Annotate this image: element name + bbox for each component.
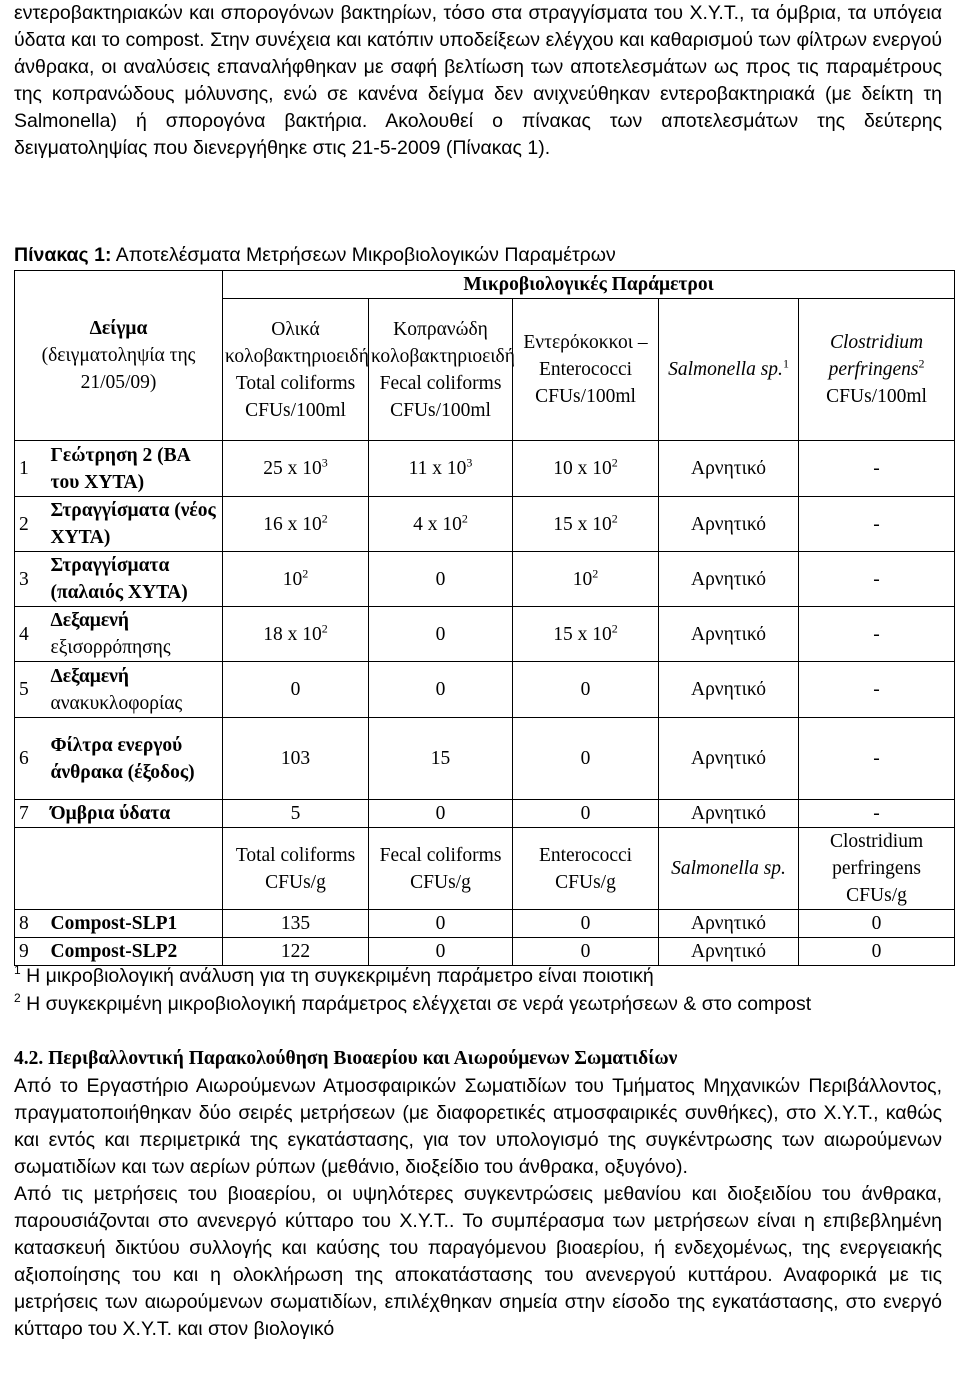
cell-enterococci: 0	[513, 662, 659, 718]
compost-header-row	[15, 828, 955, 910]
compost-col-fecal-coliforms: Fecal coliforms CFUs/g	[369, 828, 513, 910]
cell-clostridium: -	[799, 662, 955, 718]
cell-total-coliforms: 25 x $10^3$	[223, 441, 369, 497]
group-header: Μικροβιολογικές Παράμετροι	[223, 271, 955, 299]
cell-total-coliforms: 16 x $10^2$	[223, 497, 369, 552]
cell-salmonella: Αρνητικό	[659, 441, 799, 497]
cell-enterococci: 15 x $10^2$	[513, 607, 659, 662]
header-group-row	[15, 271, 955, 299]
cell-total-coliforms: 0	[223, 662, 369, 718]
footnote: $^1$ Η μικροβιολογική ανάλυση για τη συγκεκριμένη παράμετρο είναι ποιοτική	[14, 963, 654, 987]
cell-clostridium: 0	[799, 938, 955, 966]
cell-clostridium: -	[799, 441, 955, 497]
cell-salmonella: Αρνητικό	[659, 718, 799, 800]
cell-fecal-coliforms: 0	[369, 662, 513, 718]
cell-clostridium: -	[799, 718, 955, 800]
row-sample-name: Στραγγίσματα (νέος ΧΥΤΑ)	[47, 497, 223, 552]
cell-fecal-coliforms: 0	[369, 800, 513, 828]
cell-enterococci: 10 x $10^2$	[513, 441, 659, 497]
row-sample-name: Δεξαμενή εξισορρόπησης	[47, 607, 223, 662]
cell-fecal-coliforms: 0	[369, 938, 513, 966]
col-total-coliforms: Ολικά κολοβακτηριοειδή Total coliforms CFUs/100ml	[223, 299, 369, 441]
cell-fecal-coliforms: 0	[369, 910, 513, 938]
section-paragraph-2: Από τις μετρήσεις του βιοαερίου, οι υψηλότερες συγκεντρώσεις μεθανίου και διοξειδίου του άνθρακα, παρουσιάζονται στο ανενεργό κύτταρο του Χ.Υ.Τ.. Το συμπέρασμα των μετρήσεων είναι η επιβεβλημένη κατασκευή δικτύου συλλογής και καύσης του παραγόμενου βιοαερίου, ή ενδεχομένως, της ενεργειακής αξιοποίησης του και η ολοκλήρωση της αποκατάστασης του ανενεργού κυττάρου. Αναφορικά με τις μετρήσεις των αιωρούμενων σωματιδίων, επιλέχθηκαν σημεία στην είσοδο της εγκατάστασης, στο ενεργό κύτταρο του Χ.Υ.Τ. και στον βιολογικό	[14, 1183, 942, 1340]
table-row	[15, 497, 955, 552]
cell-total-coliforms: 5	[223, 800, 369, 828]
cell-salmonella: Αρνητικό	[659, 662, 799, 718]
footnotes	[14, 962, 811, 1018]
table-row	[15, 441, 955, 497]
table-row	[15, 662, 955, 718]
cell-enterococci: 0	[513, 910, 659, 938]
row-sample-name: Φίλτρα ενεργού άνθρακα (έξοδος)	[47, 718, 223, 800]
table-caption	[14, 244, 616, 267]
table-row	[15, 552, 955, 607]
row-sample-name: Compost-SLP2	[47, 938, 223, 966]
table-row	[15, 607, 955, 662]
col-fecal-coliforms: Κοπρανώδη κολοβακτηριοειδή Fecal coliforms CFUs/100ml	[369, 299, 513, 441]
col-enterococci: Εντερόκοκκοι – Enterococci CFUs/100ml	[513, 299, 659, 441]
cell-fecal-coliforms: 0	[369, 607, 513, 662]
cell-total-coliforms: $10^2$	[223, 552, 369, 607]
cell-total-coliforms: 135	[223, 910, 369, 938]
cell-total-coliforms: 18 x $10^2$	[223, 607, 369, 662]
cell-enterococci: $10^2$	[513, 552, 659, 607]
row-sample-name: Γεώτρηση 2 (ΒΑ του ΧΥΤΑ)	[47, 441, 223, 497]
sample-header: Δείγμα	[89, 318, 148, 339]
row-number: 2	[15, 497, 47, 552]
row-sample-name: Δεξαμενή ανακυκλοφορίας	[47, 662, 223, 718]
results-table	[14, 270, 955, 966]
row-number: 7	[15, 800, 47, 828]
cell-salmonella: Αρνητικό	[659, 552, 799, 607]
table-row	[15, 910, 955, 938]
cell-fecal-coliforms: 11 x $10^3$	[369, 441, 513, 497]
section-paragraph-1: Από το Εργαστήριο Αιωρούμενων Ατμοσφαιρικών Σωματιδίων του Τμήματος Μηχανικών Περιβάλλοντος, πραγματοποιήθηκαν δύο σειρές μετρήσεων (με διαφορετικές ατμοσφαιρικές συνθήκες), στο Χ.Υ.Τ., καθώς και εντός και περιμετρικά της εγκατάστασης, για τον υπολογισμό της συγκέντρωσης των αιωρούμενων σωματιδίων και των αερίων ρύπων (μεθάνιο, διοξείδιο του άνθρακα, οξυγόνο).	[14, 1075, 942, 1178]
section-4-2	[14, 1045, 942, 1343]
table-row	[15, 718, 955, 800]
row-number: 4	[15, 607, 47, 662]
cell-fecal-coliforms: 4 x $10^2$	[369, 497, 513, 552]
cell-enterococci: 15 x $10^2$	[513, 497, 659, 552]
col-clostridium: Clostridium perfringens	[828, 332, 924, 380]
compost-col-total-coliforms: Total coliforms CFUs/g	[223, 828, 369, 910]
col-salmonella: Salmonella sp.	[668, 359, 783, 380]
section-body	[14, 1073, 942, 1343]
compost-header-blank	[15, 828, 223, 910]
row-number: 8	[15, 910, 47, 938]
col-clostridium-cell	[799, 299, 955, 441]
compost-col-salmonella: Salmonella sp.	[659, 828, 799, 910]
cell-enterococci: 0	[513, 800, 659, 828]
cell-clostridium: -	[799, 552, 955, 607]
sample-subheader: (δειγματοληψία της 21/05/09)	[41, 345, 196, 393]
intro-text: εντεροβακτηριακών και σπορογόνων βακτηρίων, τόσο στα στραγγίσματα του Χ.Υ.Τ., τα όμβρια, τα υπόγεια ύδατα και το compost. Στην συνέχεια και κατόπιν υποδείξεων ελέγχου και καθαρισμού των φίλτρων ενεργού άνθρακα, οι αναλύσεις επαναλήφθηκαν με σαφή βελτίωση των αποτελεσμάτων ως προς τις παραμέτρους της κοπρανώδους μόλυνσης, ενώ σε κανένα δείγμα δεν ανιχνεύθηκαν εντεροβακτηριακά (με δείκτη τη Salmonella) ή σπορογόνα βακτήρια. Ακολουθεί ο πίνακας των αποτελεσμάτων της δεύτερης δειγματοληψίας που διενεργήθηκε στις 21-5-2009 (Πίνακας 1).	[14, 2, 942, 159]
cell-clostridium: -	[799, 607, 955, 662]
cell-fecal-coliforms: 0	[369, 552, 513, 607]
col-salmonella-footnote: 1	[782, 356, 789, 371]
col-salmonella-cell	[659, 299, 799, 441]
cell-salmonella: Αρνητικό	[659, 938, 799, 966]
row-number: 9	[15, 938, 47, 966]
intro-paragraph	[14, 0, 942, 162]
cell-clostridium: 0	[799, 910, 955, 938]
row-sample-name: Compost-SLP1	[47, 910, 223, 938]
row-number: 3	[15, 552, 47, 607]
table-caption-label: Πίνακας 1:	[14, 244, 112, 266]
cell-salmonella: Αρνητικό	[659, 497, 799, 552]
col-clostridium-footnote: 2	[918, 356, 925, 371]
row-number: 1	[15, 441, 47, 497]
row-number: 5	[15, 662, 47, 718]
section-heading: 4.2. Περιβαλλοντική Παρακολούθηση Βιοαερίου και Αιωρούμενων Σωματιδίων	[14, 1048, 678, 1069]
cell-clostridium: -	[799, 800, 955, 828]
sample-header-cell	[15, 271, 223, 441]
table-caption-text: Αποτελέσματα Μετρήσεων Μικροβιολογικών Παραμέτρων	[111, 244, 616, 266]
cell-enterococci: 0	[513, 938, 659, 966]
cell-fecal-coliforms: 15	[369, 718, 513, 800]
compost-col-enterococci: Enterococci CFUs/g	[513, 828, 659, 910]
cell-total-coliforms: 103	[223, 718, 369, 800]
row-sample-name: Στραγγίσματα (παλαιός ΧΥΤΑ)	[47, 552, 223, 607]
cell-salmonella: Αρνητικό	[659, 607, 799, 662]
footnote: $^2$ Η συγκεκριμένη μικροβιολογική παράμετρος ελέγχεται σε νερά γεωτρήσεων & στο compost	[14, 991, 812, 1015]
cell-salmonella: Αρνητικό	[659, 800, 799, 828]
col-clostridium-unit: CFUs/100ml	[826, 386, 927, 407]
cell-clostridium: -	[799, 497, 955, 552]
row-number: 6	[15, 718, 47, 800]
cell-salmonella: Αρνητικό	[659, 910, 799, 938]
row-sample-name: Όμβρια ύδατα	[47, 800, 223, 828]
table-row	[15, 800, 955, 828]
cell-enterococci: 0	[513, 718, 659, 800]
compost-col-clostridium: Clostridium perfringens CFUs/g	[799, 828, 955, 910]
cell-total-coliforms: 122	[223, 938, 369, 966]
